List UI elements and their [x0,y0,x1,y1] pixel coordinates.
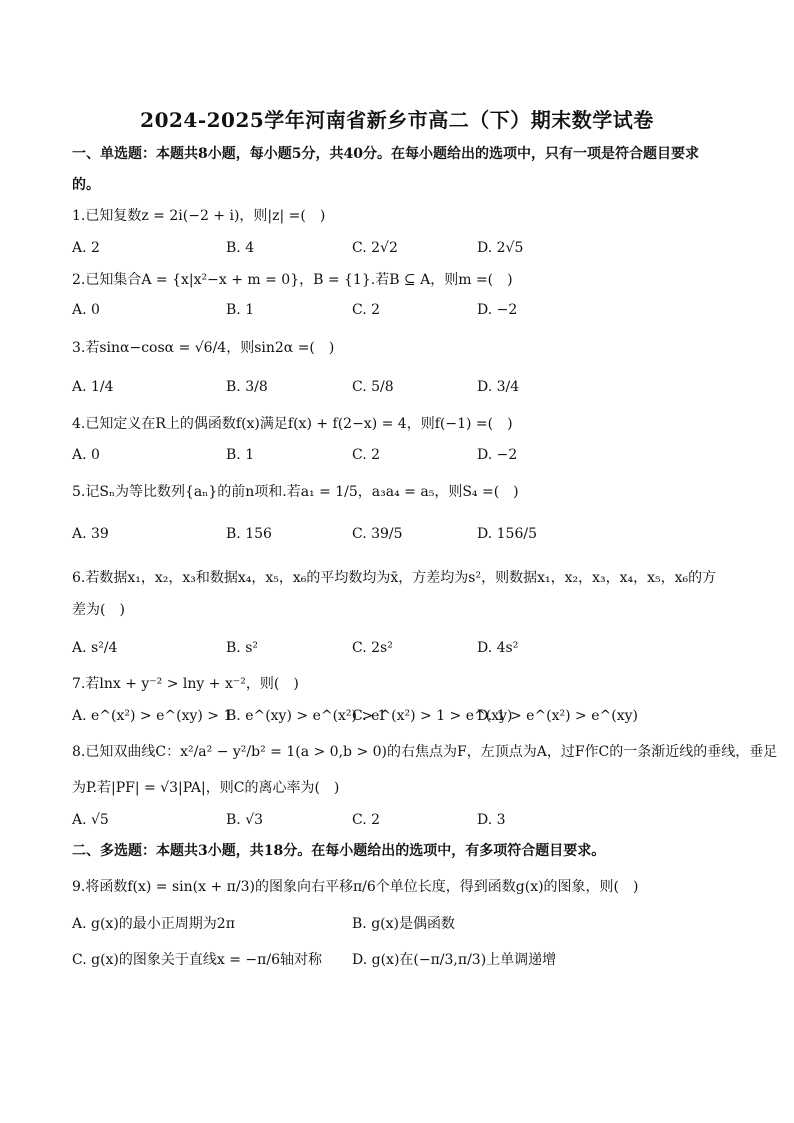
q9-option-b: B. g(x)是偶函数 [352,916,455,932]
question-9: 9.将函数f(x) = sin(x + π/3)的图象向右平移π/6个单位长度，得到函数g(x)的图象，则( ) [72,879,639,895]
question-8: 8.已知双曲线C：x²/a² − y²/b² = 1(a > 0,b > 0)的右焦点为F，左顶点为A，过F作C的一条渐近线的垂线，垂足 [72,744,778,760]
q8-option-c: C. 2 [352,812,381,828]
q7-option-b: B. e^(xy) > e^(x²) > 1 [226,708,387,724]
question-2: 2.已知集合A = {x|x²−x + m = 0}，B = {1}.若B ⊆ A，则m =( ) [72,272,513,288]
q2-option-b: B. 1 [226,302,255,318]
q2-option-d: D. −2 [477,302,518,318]
question-4: 4.已知定义在R上的偶函数f(x)满足f(x) + f(2−x) = 4，则f(−1) =( ) [72,416,513,432]
q1-option-c: C. 2√2 [352,240,398,256]
q2-option-c: C. 2 [352,302,381,318]
q5-option-a: A. 39 [72,526,109,542]
question-5: 5.记Sₙ为等比数列{aₙ}的前n项和.若a₁ = 1/5，a₃a₄ = a₅，则S₄ =( ) [72,484,519,500]
q4-option-a: A. 0 [72,447,100,463]
q7-option-a: A. e^(x²) > e^(xy) > 1 [72,708,233,724]
question-8-cont: 为P.若|PF| = √3|PA|，则C的离心率为( ) [72,780,340,796]
q9-option-d: D. g(x)在(−π/3,π/3)上单调递增 [352,952,557,968]
q6-option-a: A. s²/4 [72,640,118,656]
section-1-header-cont: 的。 [72,177,100,193]
q8-option-a: A. √5 [72,812,109,828]
q3-option-c: C. 5/8 [352,379,394,395]
q4-option-d: D. −2 [477,447,518,463]
section-2-header: 二、多选题：本题共3小题，共18分。在每小题给出的选项中，有多项符合题目要求。 [72,843,606,859]
question-7: 7.若lnx + y⁻² > lny + x⁻²，则( ) [72,676,299,692]
question-3: 3.若sinα−cosα = √6/4，则sin2α =( ) [72,340,335,356]
q5-option-d: D. 156/5 [477,526,537,542]
q7-option-c: C. e^(x²) > 1 > e^(xy) [352,708,513,724]
q3-option-b: B. 3/8 [226,379,268,395]
exam-title: 2024-2025学年河南省新乡市高二（下）期末数学试卷 [140,108,654,132]
q4-option-b: B. 1 [226,447,255,463]
q5-option-b: B. 156 [226,526,272,542]
q8-option-b: B. √3 [226,812,264,828]
question-6-cont: 差为( ) [72,602,125,618]
q4-option-c: C. 2 [352,447,381,463]
q2-option-a: A. 0 [72,302,100,318]
section-1-header: 一、单选题：本题共8小题，每小题5分，共40分。在每小题给出的选项中，只有一项是符合题目要求 [72,146,699,162]
q7-option-d: D. 1 > e^(x²) > e^(xy) [477,708,638,724]
q5-option-c: C. 39/5 [352,526,403,542]
q3-option-a: A. 1/4 [72,379,114,395]
q9-option-a: A. g(x)的最小正周期为2π [72,916,235,932]
q1-option-d: D. 2√5 [477,240,524,256]
q8-option-d: D. 3 [477,812,506,828]
question-1: 1.已知复数z = 2i(−2 + i)，则|z| =( ) [72,208,326,224]
q9-option-c: C. g(x)的图象关于直线x = −π/6轴对称 [72,952,322,968]
q6-option-d: D. 4s² [477,640,519,656]
q6-option-b: B. s² [226,640,258,656]
question-6: 6.若数据x₁，x₂，x₃和数据x₄，x₅，x₆的平均数均为x̄，方差均为s²，则数据x₁，x₂，x₃，x₄，x₅，x₆的方 [72,570,717,586]
q3-option-d: D. 3/4 [477,379,520,395]
q6-option-c: C. 2s² [352,640,393,656]
q1-option-b: B. 4 [226,240,255,256]
q1-option-a: A. 2 [72,240,100,256]
